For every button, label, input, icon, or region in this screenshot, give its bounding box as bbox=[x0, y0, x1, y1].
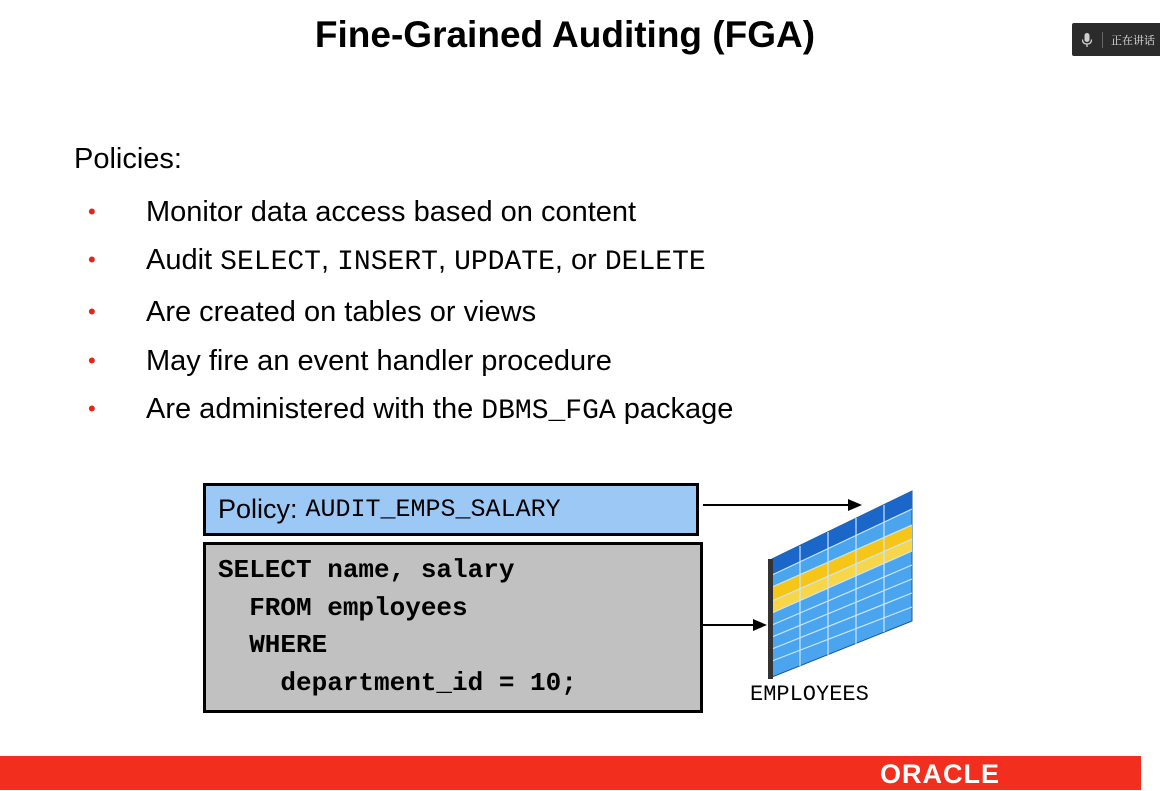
bullet-text-part: , bbox=[321, 244, 338, 276]
speaking-text: 正在讲话 bbox=[1111, 33, 1155, 47]
sql-line: department_id = 10; bbox=[218, 667, 577, 698]
bullet-text-part: , bbox=[437, 244, 455, 276]
policy-name: AUDIT_EMPS_SALARY bbox=[305, 495, 561, 524]
code-update: UPDATE bbox=[454, 247, 555, 278]
bullet-icon: • bbox=[88, 247, 96, 272]
sql-line: FROM employees bbox=[218, 592, 468, 623]
bullet-text: Monitor data access based on content bbox=[146, 196, 637, 228]
sql-line: SELECT name, salary bbox=[218, 555, 515, 585]
employees-table-icon bbox=[764, 485, 916, 685]
code-select: SELECT bbox=[220, 247, 321, 278]
table-label: EMPLOYEES bbox=[750, 682, 869, 707]
bullet-text-part: Audit bbox=[146, 244, 221, 276]
bullet-icon: • bbox=[88, 396, 96, 421]
code-insert: INSERT bbox=[337, 247, 438, 278]
bullet-text: Are created on tables or views bbox=[146, 296, 537, 328]
bullet-text-part: , or bbox=[554, 244, 605, 276]
bullet-icon: • bbox=[88, 299, 96, 324]
slide-title: Fine-Grained Auditing (FGA) bbox=[314, 14, 816, 55]
bullet-text-part: package bbox=[615, 393, 734, 425]
bullet-icon: • bbox=[88, 199, 96, 224]
sql-line: WHERE bbox=[218, 630, 328, 660]
policy-label: Policy: bbox=[218, 494, 298, 524]
code-delete: DELETE bbox=[604, 247, 706, 278]
code-dbms-fga: DBMS_FGA bbox=[481, 396, 616, 427]
bullet-text-part: Are administered with the bbox=[146, 393, 482, 425]
arrow-icon bbox=[703, 619, 767, 631]
bullet-icon: • bbox=[88, 348, 96, 373]
bullet-text: May fire an event handler procedure bbox=[146, 345, 612, 377]
oracle-logo: ORACLE bbox=[880, 759, 1000, 789]
policies-heading: Policies: bbox=[74, 143, 182, 175]
